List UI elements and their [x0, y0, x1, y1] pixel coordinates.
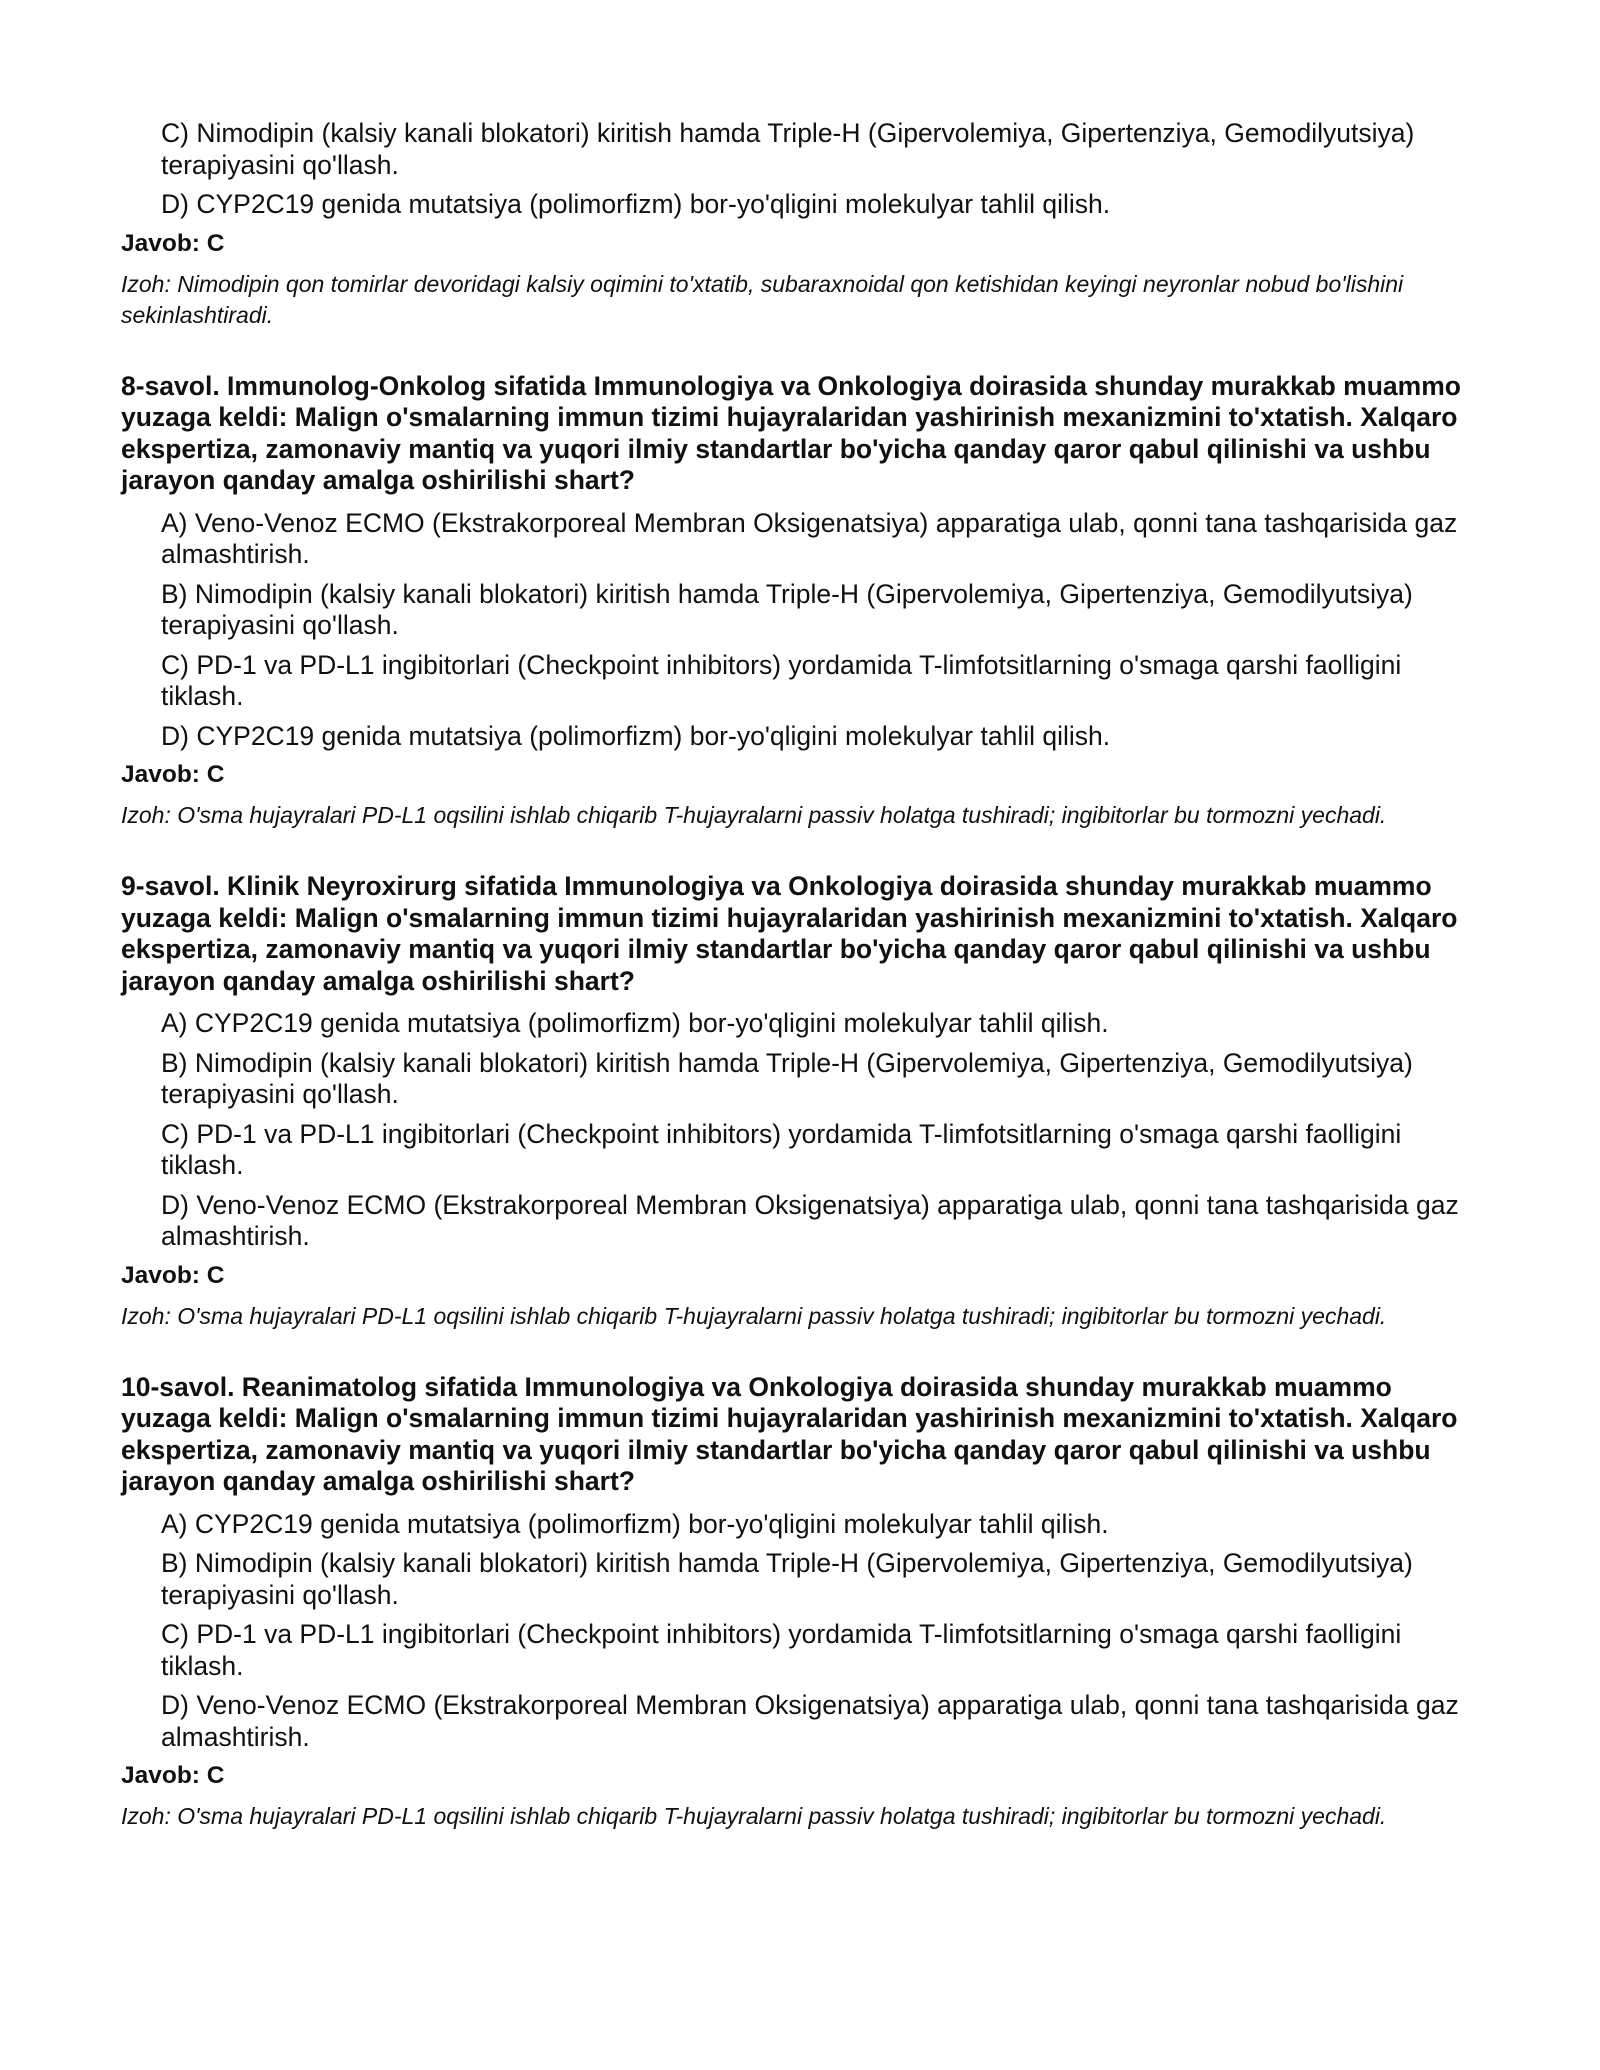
explanation-note: Izoh: O'sma hujayralari PD-L1 oqsilini ishlab chiqarib T-hujayralarni passiv holatga tushiradi; ingibitorlar bu tormozni yechadi.	[121, 802, 1387, 828]
explanation-note: Izoh: O'sma hujayralari PD-L1 oqsilini ishlab chiqarib T-hujayralarni passiv holatga tushiradi; ingibitorlar bu tormozni yechadi.	[121, 1803, 1387, 1829]
option-d: D) Veno-Venoz ECMO (Ekstrakorporeal Membran Oksigenatsiya) apparatiga ulab, qonni tana tashqarisida gaz almashtirish.	[161, 1189, 1459, 1251]
option-b: B) Nimodipin (kalsiy kanali blokatori) kiritish hamda Triple-H (Gipervolemiya, Gipertenziya, Gemodilyutsiya) terapiyasini qo'llash.	[161, 1047, 1413, 1109]
question-text: 9-savol. Klinik Neyroxirurg sifatida Immunologiya va Onkologiya doirasida shunday murakkab muammo yuzaga keldi: Malign o'smalarning immun tizimi hujayralaridan yashirinish mexanizmini to'xtatish. Xalqaro ekspertiza, zamonaviy mantiq va yuqori ilmiy standartlar bo'yicha qanday qaror qabul qilinishi va ushbu jarayon qanday amalga oshirilishi shart?	[121, 871, 1458, 996]
document-page	[121, 118, 1481, 1872]
answer-label: Javob: C	[121, 761, 225, 788]
option-d: D) CYP2C19 genida mutatsiya (polimorfizm) bor-yo'qligini molekulyar tahlil qilish.	[161, 720, 1111, 751]
answer-label: Javob: C	[121, 1261, 225, 1289]
option-b: B) Nimodipin (kalsiy kanali blokatori) kiritish hamda Triple-H (Gipervolemiya, Gipertenziya, Gemodilyutsiya) terapiyasini qo'llash.	[161, 1548, 1413, 1610]
question-7-continuation	[121, 118, 1481, 331]
question-10	[121, 1372, 1481, 1833]
option-d: D) CYP2C19 genida mutatsiya (polimorfizm) bor-yo'qligini molekulyar tahlil qilish.	[161, 189, 1111, 219]
option-a: A) Veno-Venoz ECMO (Ekstrakorporeal Membran Oksigenatsiya) apparatiga ulab, qonni tana tashqarisida gaz almashtirish.	[161, 507, 1458, 569]
explanation-note: Izoh: Nimodipin qon tomirlar devoridagi kalsiy oqimini to'xtatib, subaraxnoidal qon ketishidan keyingi neyronlar nobud bo'lishini sekinlashtiradi.	[121, 270, 1404, 328]
question-9	[121, 871, 1481, 1332]
option-c: C) PD-1 va PD-L1 ingibitorlari (Checkpoint inhibitors) yordamida T-limfotsitlarning o'smaga qarshi faolligini tiklash.	[161, 1118, 1402, 1180]
option-c: C) Nimodipin (kalsiy kanali blokatori) kiritish hamda Triple-H (Gipervolemiya, Gipertenziya, Gemodilyutsiya) terapiyasini qo'llash.	[161, 118, 1415, 180]
answer-label: Javob: C	[121, 229, 225, 257]
answer-label: Javob: C	[121, 1762, 225, 1789]
question-8	[121, 371, 1481, 832]
option-b: B) Nimodipin (kalsiy kanali blokatori) kiritish hamda Triple-H (Gipervolemiya, Gipertenziya, Gemodilyutsiya) terapiyasini qo'llash.	[161, 578, 1413, 640]
question-text: 10-savol. Reanimatolog sifatida Immunologiya va Onkologiya doirasida shunday murakkab muammo yuzaga keldi: Malign o'smalarning immun tizimi hujayralaridan yashirinish mexanizmini to'xtatish. Xalqaro ekspertiza, zamonaviy mantiq va yuqori ilmiy standartlar bo'yicha qanday qaror qabul qilinishi va ushbu jarayon qanday amalga oshirilishi shart?	[121, 1371, 1458, 1496]
option-d: D) Veno-Venoz ECMO (Ekstrakorporeal Membran Oksigenatsiya) apparatiga ulab, qonni tana tashqarisida gaz almashtirish.	[161, 1690, 1459, 1752]
option-c: C) PD-1 va PD-L1 ingibitorlari (Checkpoint inhibitors) yordamida T-limfotsitlarning o'smaga qarshi faolligini tiklash.	[161, 1619, 1402, 1681]
option-a: A) CYP2C19 genida mutatsiya (polimorfizm) bor-yo'qligini molekulyar tahlil qilish.	[161, 1508, 1109, 1539]
question-text: 8-savol. Immunolog-Onkolog sifatida Immunologiya va Onkologiya doirasida shunday murakkab muammo yuzaga keldi: Malign o'smalarning immun tizimi hujayralaridan yashirinish mexanizmini to'xtatish. Xalqaro ekspertiza, zamonaviy mantiq va yuqori ilmiy standartlar bo'yicha qanday qaror qabul qilinishi va ushbu jarayon qanday amalga oshirilishi shart?	[121, 370, 1461, 495]
explanation-note: Izoh: O'sma hujayralari PD-L1 oqsilini ishlab chiqarib T-hujayralarni passiv holatga tushiradi; ingibitorlar bu tormozni yechadi.	[121, 1302, 1387, 1329]
option-a: A) CYP2C19 genida mutatsiya (polimorfizm) bor-yo'qligini molekulyar tahlil qilish.	[161, 1008, 1109, 1038]
option-c: C) PD-1 va PD-L1 ingibitorlari (Checkpoint inhibitors) yordamida T-limfotsitlarning o'smaga qarshi faolligini tiklash.	[161, 649, 1402, 711]
